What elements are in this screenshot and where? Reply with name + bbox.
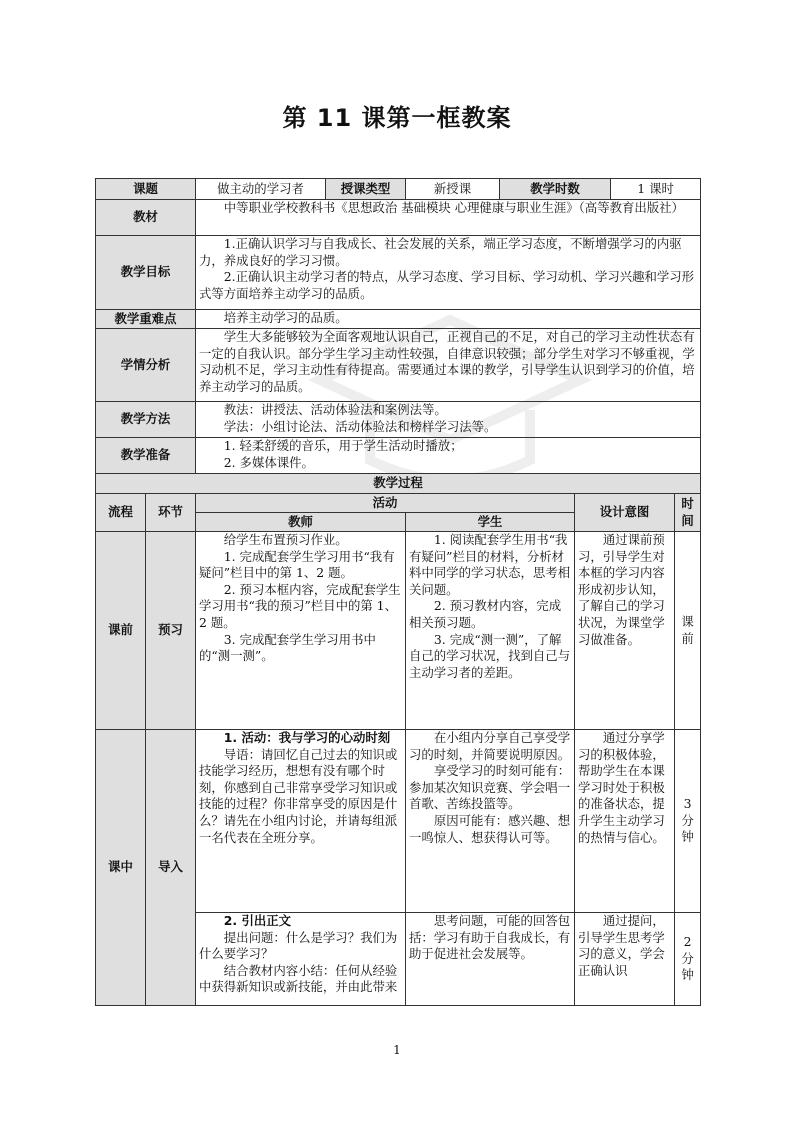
process-heading: 教学过程 [96,474,701,494]
col-student: 学生 [406,513,575,532]
analysis-value: 学生大多能够较为全面客观地认识自己，正视自己的不足，对自己的学习主动性状态有一定的自我认识。部分学生学习主动性较强，自律意识较强；部分学生对学习不够重视，学习动机不足，学习主动性有待提高。需要通过本课的教学，引导学生认识到学习的价值，培养主动学习的品质。 [196,329,701,402]
lesson-plan-table [95,178,701,1006]
type-value: 新授课 [406,179,500,200]
row-flow-prelesson: 课前 [96,532,146,730]
type-label: 授课类型 [326,179,406,200]
page-number: 1 [393,1043,401,1057]
prep-value [196,438,701,474]
goal-2: 2.正确认识主动学习者的特点，从学习态度、学习目标、学习动机、学习兴趣和学习形式等方面培养主动学习的品质。 [199,269,695,301]
col-time: 时间 [675,494,701,532]
teacher-prelesson: 给学生布置预习作业。 1. 完成配套学生学习用书“我有疑问”栏目中的第 1、2 题。 2. 预习本框内容，完成配套学生学习用书“我的预习”栏目中的第 1、2 题。 3. 完成配套学生学习用书中的“测一测”。 [196,532,406,730]
focus-value: 培养主动学习的品质。 [196,310,701,329]
teacher-activity-1: 1. 活动：我与学习的心动时刻 导语：请回忆自己过去的知识或技能学习经历，想想有没有哪个时刻，你感到自己非常享受学习知识或技能的过程？你非常享受的原因是什么？请先在小组内讨论，并请每组派一名代表在全班分享。 [196,730,406,913]
goal-1: 1.正确认识学习与自我成长、社会发展的关系，端正学习态度，不断增强学习的内驱力，养成良好的学习习惯。 [199,236,682,268]
col-teacher: 教师 [196,513,406,532]
methods-value [196,402,701,438]
col-activity: 活动 [196,494,575,513]
row-link-intro: 导入 [146,730,196,1006]
design-activity-1: 通过分享学习的积极体验，帮助学生在本课学习时处于积极的准备状态，提升学生主动学习的热情与信心。 [575,730,675,913]
student-activity-2: 思考问题，可能的回答包括：学习有助于自我成长，有助于促进社会发展等。 [406,913,575,1006]
time-activity-1: 3 分钟 [675,730,701,913]
hours-value: 1 课时 [611,179,701,200]
topic-label: 课题 [96,179,196,200]
focus-label: 教学重难点 [96,310,196,329]
method-learning: 学法：小组讨论法、活动体验法和榜样学习法等。 [223,418,497,434]
topic-value: 做主动的学习者 [196,179,326,200]
hours-label: 教学时数 [500,179,611,200]
design-prelesson: 通过课前预习，引导学生对本框的学习内容形成初步认知，了解自己的学习状况，为课堂学习做准备。 [575,532,675,730]
col-link: 环节 [146,494,196,532]
design-activity-2: 通过提问，引导学生思考学习的意义，学会正确认识 [575,913,675,1006]
col-design: 设计意图 [575,494,675,532]
textbook-label: 教材 [96,200,196,236]
analysis-label: 学情分析 [96,329,196,402]
method-teaching: 教法：讲授法、活动体验法和案例法等。 [223,402,447,417]
goals-label: 教学目标 [96,236,196,310]
col-flow: 流程 [96,494,146,532]
prep-1: 1. 轻柔舒缓的音乐，用于学生活动时播放； [223,438,463,453]
time-prelesson: 课前 [675,532,701,730]
prep-2: 2. 多媒体课件。 [223,454,314,470]
goals-value [196,236,701,310]
row-flow-inlesson: 课中 [96,730,146,1006]
student-prelesson: 1. 阅读配套学生用书“我有疑问”栏目的材料，分析材料中同学的学习状态，思考相关问题。 2. 预习教材内容，完成相关预习题。 3. 完成“测一测”，了解自己的学习状况，找到自己与主动学习者的差距。 [406,532,575,730]
prep-label: 教学准备 [96,438,196,474]
textbook-value: 中等职业学校教科书《思想政治 基础模块 心理健康与职业生涯》（高等教育出版社） [196,200,701,236]
time-activity-2: 2 分钟 [675,913,701,1006]
methods-label: 教学方法 [96,402,196,438]
page-title: 第 11 课第一框教案 [282,104,512,132]
row-link-preview: 预习 [146,532,196,730]
teacher-activity-2: 2. 引出正文 提出问题：什么是学习？我们为什么要学习？ 结合教材内容小结：任何从经验中获得新知识或新技能，并由此带来 [196,913,406,1006]
student-activity-1: 在小组内分享自己享受学习的时刻，并简要说明原因。 享受学习的时刻可能有：参加某次知识竞赛、学会唱一首歌、苦练投篮等。 原因可能有：感兴趣、想一鸣惊人、想获得认可等。 [406,730,575,913]
